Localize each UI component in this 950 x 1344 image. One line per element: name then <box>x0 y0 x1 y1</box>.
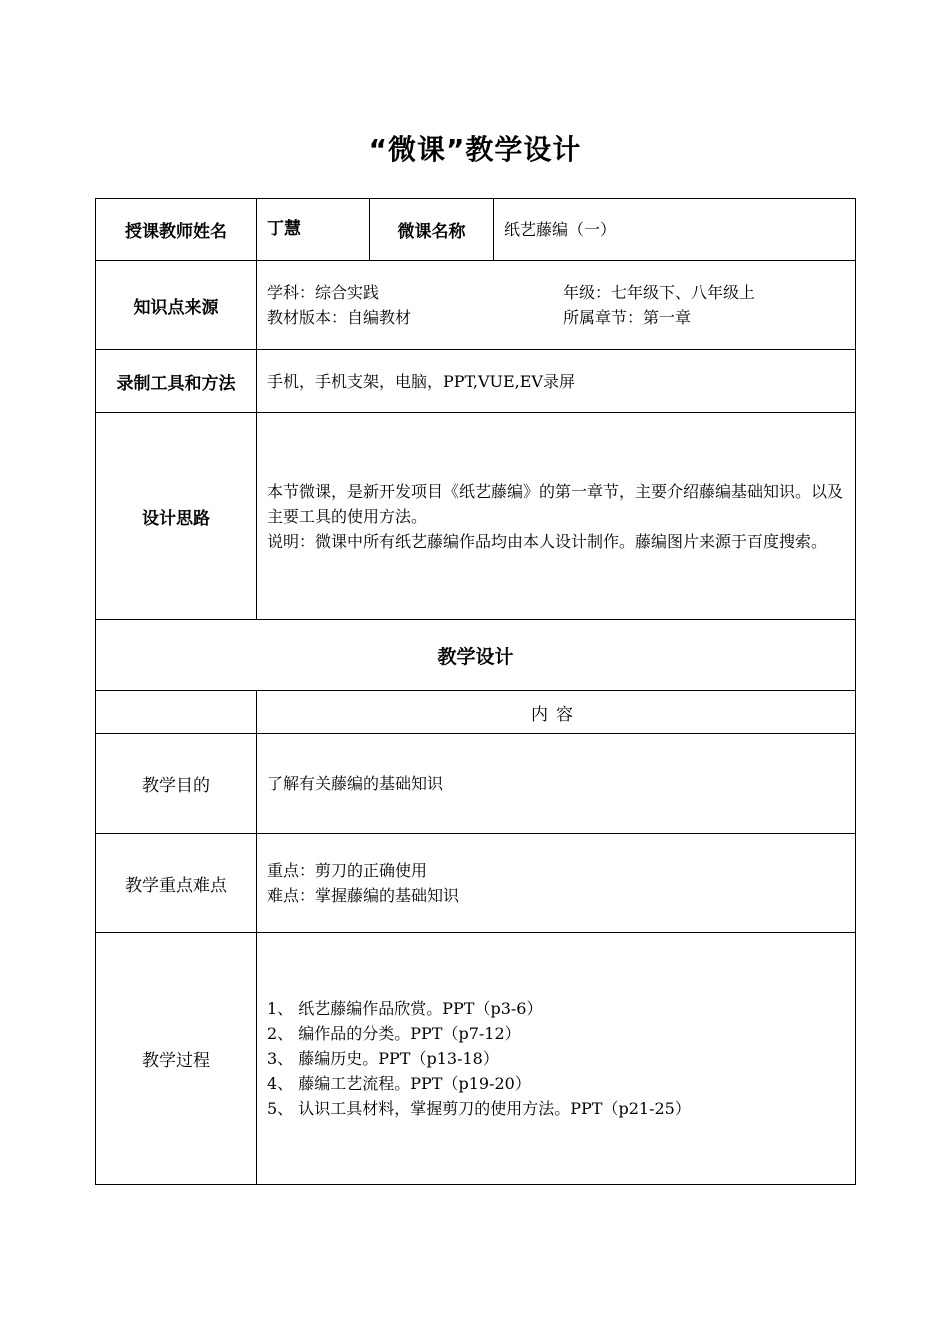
objective-label: 教学目的 <box>96 734 257 834</box>
design-idea-paragraph-1: 本节微课，是新开发项目《纸艺藤编》的第一章节，主要介绍藤编基础知识。以及主要工具的使用方法。 <box>267 481 844 526</box>
knowledge-value <box>257 261 856 350</box>
subject-text: 学科：综合实践 <box>267 283 380 302</box>
chapter-text: 所属章节：第一章 <box>563 308 692 327</box>
key-points-label: 教学重点难点 <box>96 834 257 933</box>
list-item: 3、 藤编历史。PPT（p13-18） <box>267 1049 499 1068</box>
row-content-header <box>96 691 856 734</box>
process-list <box>267 996 855 1121</box>
row-key-points <box>96 834 856 933</box>
list-item: 1、 纸艺藤编作品欣赏。PPT（p3-6） <box>267 999 543 1018</box>
teacher-label: 授课教师姓名 <box>96 199 257 261</box>
row-tools <box>96 350 856 413</box>
row-process <box>96 933 856 1185</box>
content-header: 内容 <box>257 691 856 734</box>
tools-label: 录制工具和方法 <box>96 350 257 413</box>
design-idea-value <box>257 413 856 620</box>
row-objective <box>96 734 856 834</box>
content-header-blank <box>96 691 257 734</box>
design-idea-label: 设计思路 <box>96 413 257 620</box>
key-points-value <box>257 834 856 933</box>
course-label: 微课名称 <box>370 199 494 261</box>
row-teaching-design-heading <box>96 620 856 691</box>
process-value <box>257 933 856 1185</box>
objective-value: 了解有关藤编的基础知识 <box>257 734 856 834</box>
textbook-text: 教材版本：自编教材 <box>267 308 412 327</box>
teaching-design-heading: 教学设计 <box>96 620 856 691</box>
knowledge-label: 知识点来源 <box>96 261 257 350</box>
row-design-idea <box>96 413 856 620</box>
row-knowledge-source <box>96 261 856 350</box>
focus-text: 重点：剪刀的正确使用 <box>267 861 428 880</box>
design-idea-paragraph-2: 说明：微课中所有纸艺藤编作品均由本人设计制作。藤编图片来源于百度搜索。 <box>267 531 828 551</box>
list-item: 5、 认识工具材料，掌握剪刀的使用方法。PPT（p21-25） <box>267 1099 691 1118</box>
grade-text: 年级：七年级下、八年级上 <box>563 283 756 302</box>
course-value: 纸艺藤编（一） <box>494 199 856 261</box>
teacher-value: 丁慧 <box>257 199 370 261</box>
tools-value: 手机，手机支架，电脑，PPT,VUE,EV录屏 <box>257 350 856 413</box>
row-teacher-course <box>96 199 856 261</box>
lesson-design-table <box>95 198 856 1185</box>
page-title: “微课”教学设计 <box>368 133 582 166</box>
list-item: 4、 藤编工艺流程。PPT（p19-20） <box>267 1074 531 1093</box>
difficulty-text: 难点：掌握藤编的基础知识 <box>267 886 460 905</box>
process-label: 教学过程 <box>96 933 257 1185</box>
list-item: 2、 编作品的分类。PPT（p7-12） <box>267 1024 521 1043</box>
